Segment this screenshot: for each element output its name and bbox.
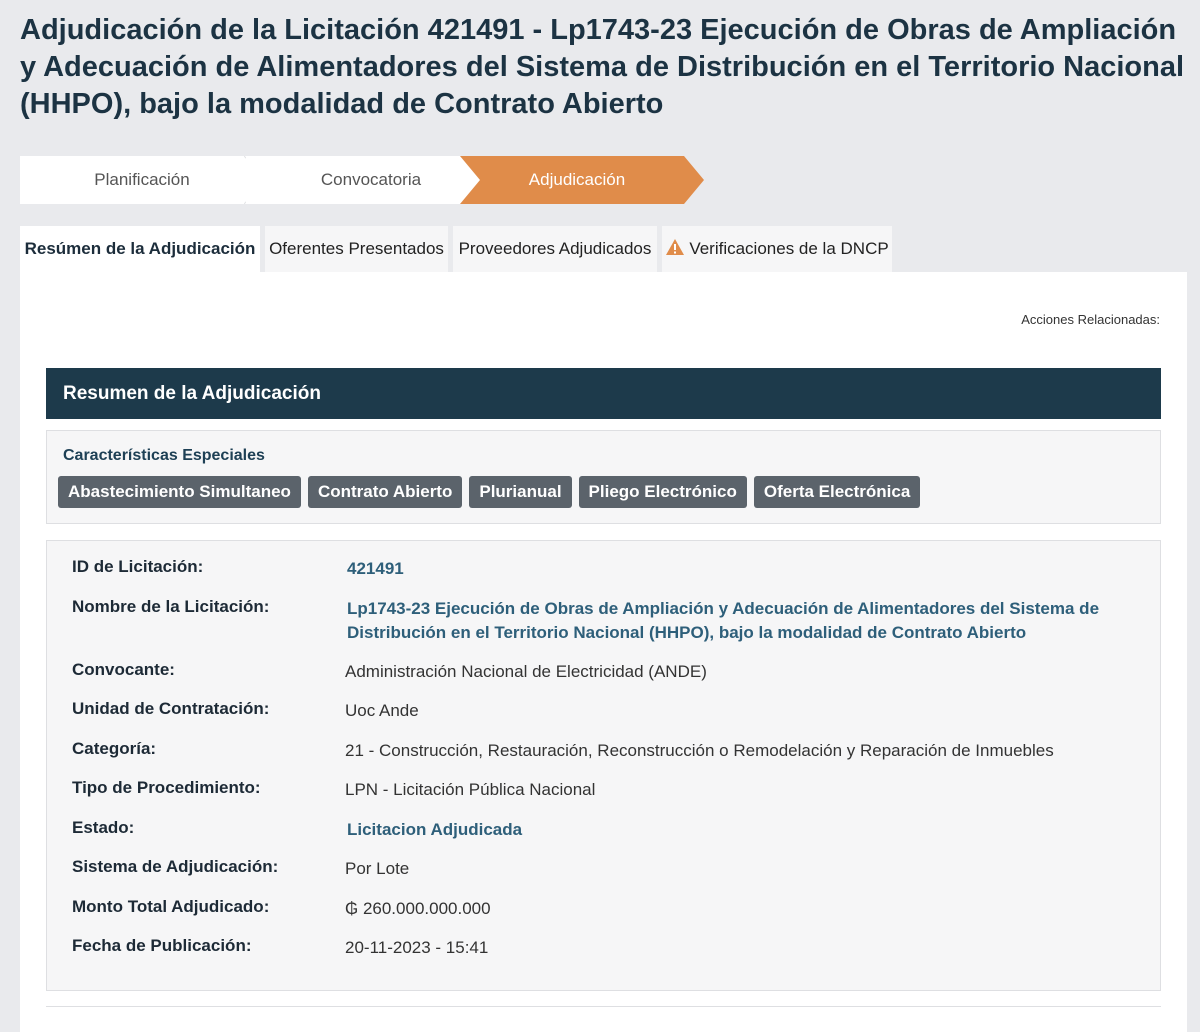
detail-value: Administración Nacional de Electricidad (ANDE)	[345, 662, 707, 681]
licitacion-name-link[interactable]: Lp1743-23 Ejecución de Obras de Ampliación y Adecuación de Alimentadores del Sistema de Distribución en el Territorio Nacional (HHPO), bajo la modalidad de Contrato Abierto	[347, 599, 1100, 642]
detail-label: Monto Total Adjudicado:	[72, 897, 270, 916]
feature-badge: Contrato Abierto	[308, 476, 462, 508]
page-title: Adjudicación de la Licitación 421491 - Lp1743-23 Ejecución de Obras de Ampliación y Adecuación de Alimentadores del Sistema de Distribución en el Territorio Nacional (HHPO), bajo la modalidad de Contrato Abierto	[20, 14, 1185, 120]
detail-value: Por Lote	[345, 859, 410, 878]
step-award-label: Adjudicación	[528, 170, 626, 189]
detail-label: ID de Licitación:	[72, 557, 204, 576]
features-title: Características Especiales	[63, 447, 265, 464]
feature-badges	[58, 476, 927, 508]
section-header: Resumen de la Adjudicación	[46, 368, 1161, 419]
detail-value: 21 - Construcción, Restauración, Reconstrucción o Remodelación y Reparación de Inmuebles	[345, 741, 1054, 760]
warning-icon	[665, 228, 685, 274]
feature-badge: Plurianual	[469, 476, 571, 508]
feature-badge: Oferta Electrónica	[754, 476, 920, 508]
related-actions: Acciones Relacionadas:	[1021, 312, 1160, 327]
detail-label: Fecha de Publicación:	[72, 936, 252, 955]
tab-bidders-label: Oferentes Presentados	[269, 239, 444, 258]
tab-bidders[interactable]	[265, 226, 448, 272]
tab-suppliers[interactable]	[453, 226, 657, 272]
step-call[interactable]	[246, 156, 486, 204]
licitacion-id-link[interactable]: 421491	[347, 559, 404, 578]
tab-summary-label: Resúmen de la Adjudicación	[24, 239, 256, 258]
tab-suppliers-label: Proveedores Adjudicados	[458, 239, 652, 258]
step-planning[interactable]	[20, 156, 264, 204]
step-planning-label: Planificación	[94, 170, 190, 189]
detail-label: Nombre de la Licitación:	[72, 597, 270, 616]
divider	[46, 1006, 1161, 1007]
step-call-label: Convocatoria	[320, 170, 422, 189]
detail-value: ₲ 260.000.000.000	[345, 899, 491, 918]
detail-label: Estado:	[72, 818, 135, 837]
tab-panel	[20, 272, 1187, 1032]
status-link[interactable]: Licitacion Adjudicada	[347, 820, 523, 839]
tab-summary[interactable]	[20, 226, 260, 272]
detail-value: 20-11-2023 - 15:41	[345, 938, 489, 957]
tab-verifications[interactable]	[662, 226, 892, 272]
special-features	[46, 430, 1161, 524]
process-steps	[20, 156, 690, 204]
detail-label: Sistema de Adjudicación:	[72, 857, 279, 876]
feature-badge: Pliego Electrónico	[579, 476, 747, 508]
detail-value: LPN - Licitación Pública Nacional	[345, 780, 596, 799]
detail-label: Categoría:	[72, 739, 157, 758]
step-award[interactable]	[460, 156, 684, 204]
tab-verifications-label: Verificaciones de la DNCP	[689, 239, 889, 258]
detail-label: Unidad de Contratación:	[72, 699, 270, 718]
feature-badge: Abastecimiento Simultaneo	[58, 476, 301, 508]
detail-label: Tipo de Procedimiento:	[72, 778, 261, 797]
award-details	[46, 540, 1161, 991]
detail-value: Uoc Ande	[345, 701, 419, 720]
detail-label: Convocante:	[72, 660, 175, 679]
